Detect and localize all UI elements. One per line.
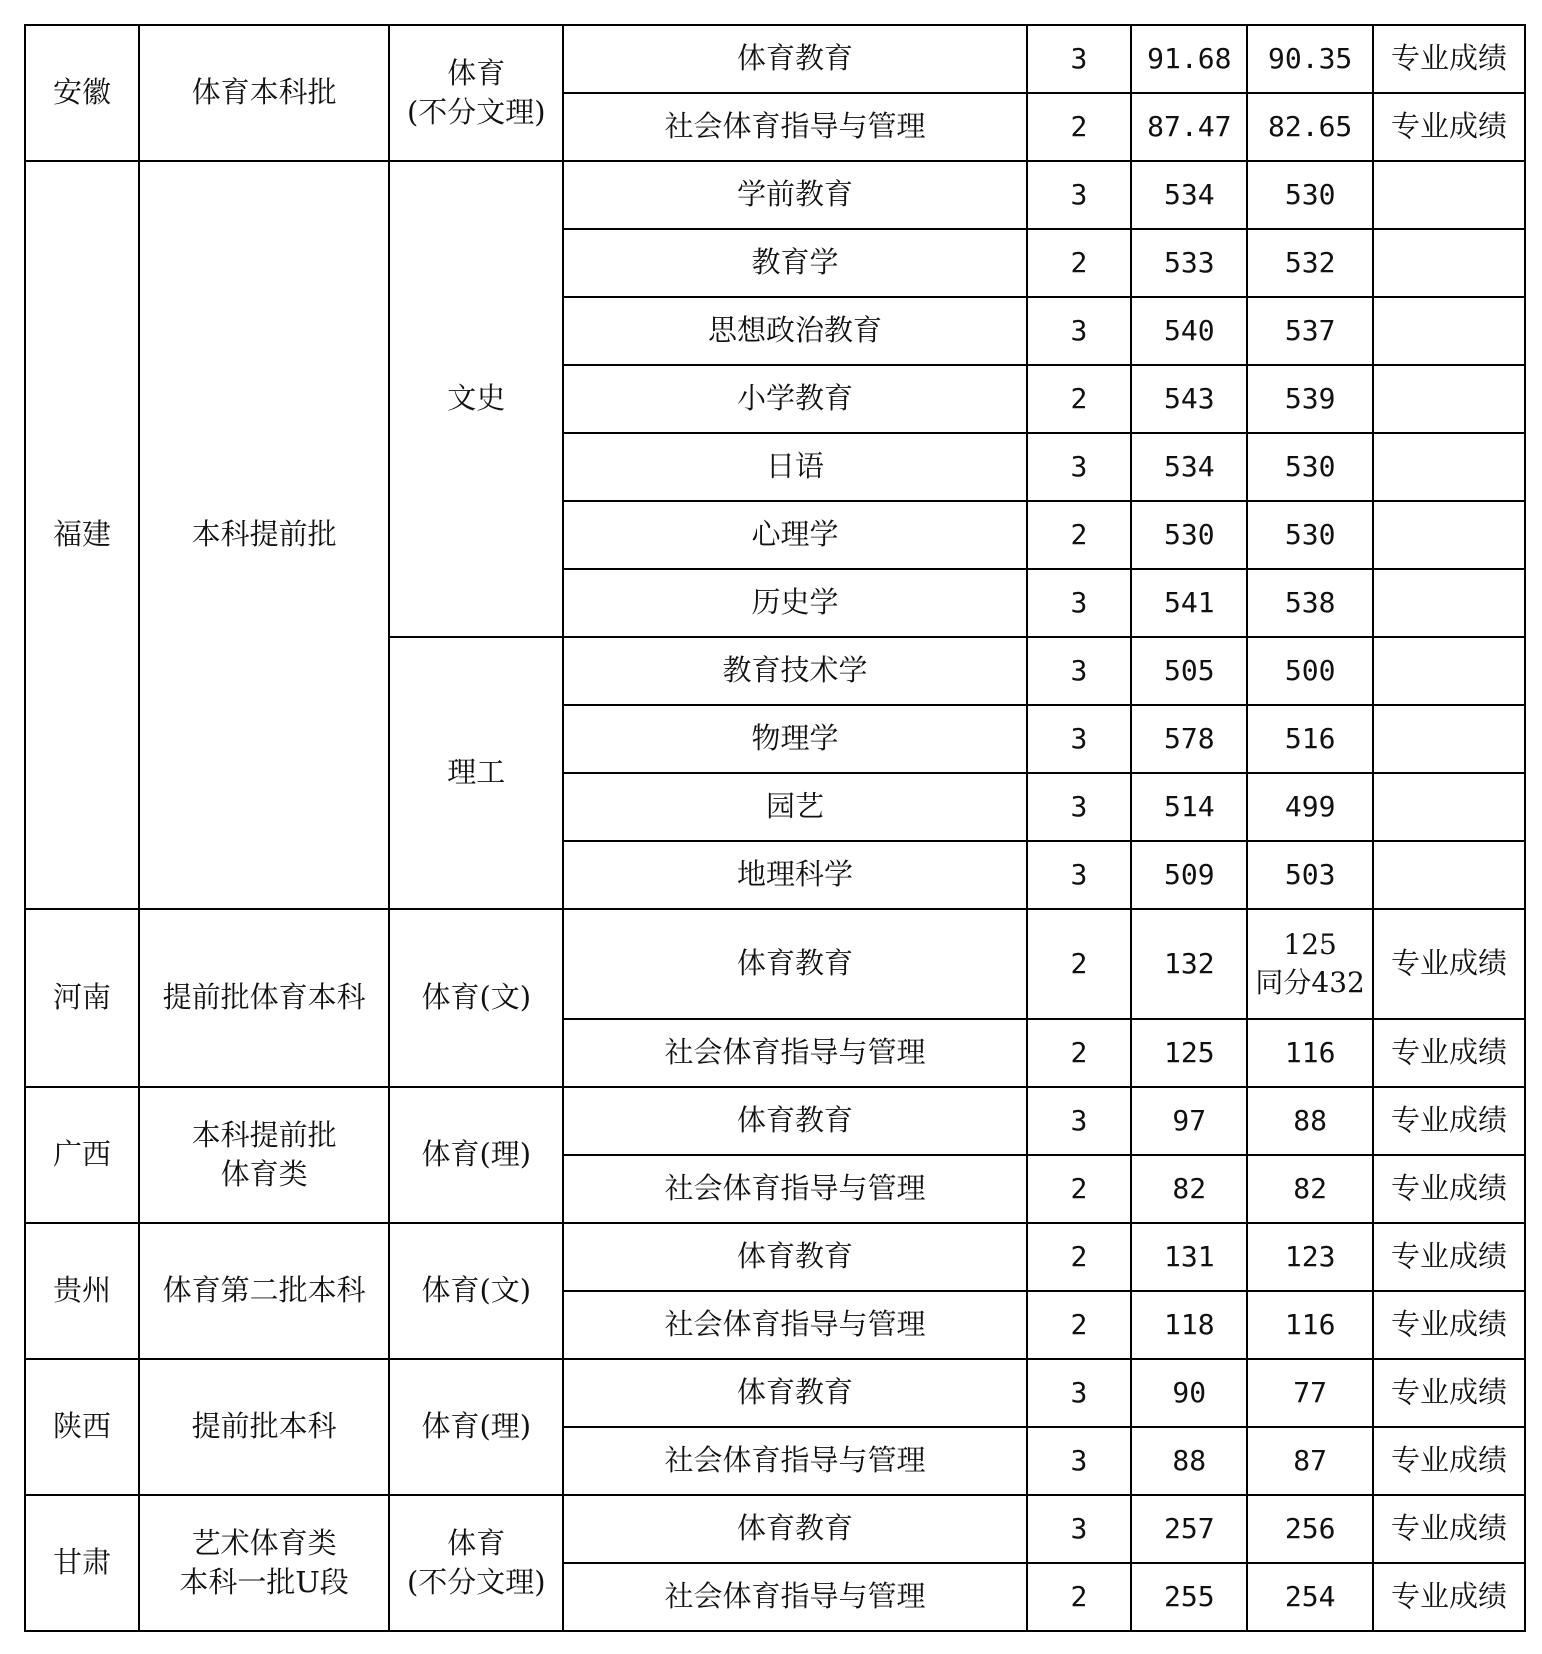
note-cell: 专业成绩	[1373, 93, 1525, 161]
major-cell: 学前教育	[563, 161, 1026, 229]
count-cell: 2	[1027, 1155, 1132, 1223]
max-score-cell: 82	[1131, 1155, 1247, 1223]
category-cell	[389, 25, 563, 161]
cell-line: 体育	[447, 1525, 506, 1560]
major-cell: 社会体育指导与管理	[563, 1019, 1026, 1087]
admission-score-table	[24, 24, 1526, 1632]
category-cell: 文史	[389, 161, 563, 637]
min-score-cell: 116	[1247, 1019, 1373, 1087]
table-row	[25, 1359, 1525, 1427]
count-cell: 2	[1027, 1223, 1132, 1291]
major-cell: 社会体育指导与管理	[563, 1427, 1026, 1495]
min-score-cell: 500	[1247, 637, 1373, 705]
batch-cell: 提前批本科	[139, 1359, 389, 1495]
category-cell: 理工	[389, 637, 563, 909]
note-cell	[1373, 229, 1525, 297]
min-score-cell: 516	[1247, 705, 1373, 773]
province-cell: 河南	[25, 909, 139, 1087]
major-cell: 思想政治教育	[563, 297, 1026, 365]
max-score-cell: 543	[1131, 365, 1247, 433]
count-cell: 3	[1027, 297, 1132, 365]
count-cell: 3	[1027, 1087, 1132, 1155]
min-score-cell: 530	[1247, 433, 1373, 501]
max-score-cell: 118	[1131, 1291, 1247, 1359]
category-cell: 体育(理)	[389, 1359, 563, 1495]
max-score-cell: 534	[1131, 161, 1247, 229]
category-cell: 体育(文)	[389, 909, 563, 1087]
note-cell	[1373, 433, 1525, 501]
note-cell: 专业成绩	[1373, 25, 1525, 93]
major-cell: 体育教育	[563, 1223, 1026, 1291]
cell-line: 体育	[447, 55, 506, 90]
province-cell: 贵州	[25, 1223, 139, 1359]
table-row	[25, 1087, 1525, 1155]
max-score-cell: 132	[1131, 909, 1247, 1019]
major-cell: 教育学	[563, 229, 1026, 297]
note-cell: 专业成绩	[1373, 1291, 1525, 1359]
major-cell: 体育教育	[563, 1087, 1026, 1155]
note-cell: 专业成绩	[1373, 909, 1525, 1019]
max-score-cell: 533	[1131, 229, 1247, 297]
min-score-cell: 532	[1247, 229, 1373, 297]
cell-line: 本科一批U段	[179, 1565, 349, 1599]
max-score-cell: 90	[1131, 1359, 1247, 1427]
batch-cell: 体育第二批本科	[139, 1223, 389, 1359]
min-score-cell: 530	[1247, 161, 1373, 229]
major-cell: 体育教育	[563, 1495, 1026, 1563]
count-cell: 3	[1027, 841, 1132, 909]
note-cell: 专业成绩	[1373, 1223, 1525, 1291]
max-score-cell: 97	[1131, 1087, 1247, 1155]
major-cell: 社会体育指导与管理	[563, 1563, 1026, 1631]
table-row	[25, 1223, 1525, 1291]
max-score-cell: 87.47	[1131, 93, 1247, 161]
province-cell: 广西	[25, 1087, 139, 1223]
major-cell: 社会体育指导与管理	[563, 1155, 1026, 1223]
note-cell	[1373, 705, 1525, 773]
count-cell: 2	[1027, 93, 1132, 161]
cell-line: 艺术体育类	[191, 1525, 337, 1560]
min-score-cell: 87	[1247, 1427, 1373, 1495]
major-cell: 体育教育	[563, 909, 1026, 1019]
min-score-cell: 77	[1247, 1359, 1373, 1427]
note-cell	[1373, 637, 1525, 705]
note-cell	[1373, 569, 1525, 637]
major-cell: 教育技术学	[563, 637, 1026, 705]
min-score-cell: 539	[1247, 365, 1373, 433]
category-cell	[389, 1495, 563, 1631]
major-cell: 日语	[563, 433, 1026, 501]
count-cell: 2	[1027, 501, 1132, 569]
count-cell: 3	[1027, 25, 1132, 93]
cell-line: 本科提前批	[191, 1117, 337, 1152]
max-score-cell: 534	[1131, 433, 1247, 501]
count-cell: 3	[1027, 1427, 1132, 1495]
province-cell: 安徽	[25, 25, 139, 161]
note-cell: 专业成绩	[1373, 1563, 1525, 1631]
major-cell: 地理科学	[563, 841, 1026, 909]
table-row	[25, 1495, 1525, 1563]
note-cell: 专业成绩	[1373, 1427, 1525, 1495]
count-cell: 3	[1027, 773, 1132, 841]
note-cell: 专业成绩	[1373, 1155, 1525, 1223]
note-cell	[1373, 501, 1525, 569]
province-cell: 甘肃	[25, 1495, 139, 1631]
cell-line: (不分文理)	[406, 95, 546, 129]
table-row	[25, 25, 1525, 93]
min-score-cell: 537	[1247, 297, 1373, 365]
count-cell: 2	[1027, 365, 1132, 433]
max-score-cell: 540	[1131, 297, 1247, 365]
max-score-cell: 91.68	[1131, 25, 1247, 93]
batch-cell: 提前批体育本科	[139, 909, 389, 1087]
major-cell: 物理学	[563, 705, 1026, 773]
major-cell: 园艺	[563, 773, 1026, 841]
province-cell: 福建	[25, 161, 139, 909]
cell-line: (不分文理)	[406, 1565, 546, 1599]
note-cell: 专业成绩	[1373, 1019, 1525, 1087]
note-cell	[1373, 365, 1525, 433]
batch-cell	[139, 1495, 389, 1631]
province-cell: 陕西	[25, 1359, 139, 1495]
min-score-cell	[1247, 909, 1373, 1019]
count-cell: 2	[1027, 1291, 1132, 1359]
max-score-cell: 125	[1131, 1019, 1247, 1087]
min-score-cell: 88	[1247, 1087, 1373, 1155]
major-cell: 社会体育指导与管理	[563, 93, 1026, 161]
min-score-cell: 256	[1247, 1495, 1373, 1563]
note-cell	[1373, 773, 1525, 841]
note-cell	[1373, 841, 1525, 909]
min-score-cell: 123	[1247, 1223, 1373, 1291]
table-row	[25, 161, 1525, 229]
max-score-cell: 505	[1131, 637, 1247, 705]
max-score-cell: 541	[1131, 569, 1247, 637]
max-score-cell: 257	[1131, 1495, 1247, 1563]
max-score-cell: 578	[1131, 705, 1247, 773]
count-cell: 2	[1027, 1563, 1132, 1631]
min-score-cell: 499	[1247, 773, 1373, 841]
note-cell	[1373, 297, 1525, 365]
note-cell	[1373, 161, 1525, 229]
count-cell: 3	[1027, 569, 1132, 637]
note-cell: 专业成绩	[1373, 1359, 1525, 1427]
count-cell: 2	[1027, 909, 1132, 1019]
count-cell: 2	[1027, 1019, 1132, 1087]
count-cell: 2	[1027, 229, 1132, 297]
min-score-cell: 538	[1247, 569, 1373, 637]
batch-cell: 本科提前批	[139, 161, 389, 909]
major-cell: 体育教育	[563, 1359, 1026, 1427]
category-cell: 体育(理)	[389, 1087, 563, 1223]
count-cell: 3	[1027, 637, 1132, 705]
cell-line: 体育类	[220, 1157, 308, 1191]
min-score-cell: 503	[1247, 841, 1373, 909]
max-score-cell: 255	[1131, 1563, 1247, 1631]
major-cell: 心理学	[563, 501, 1026, 569]
cell-line: 同分432	[1255, 966, 1365, 999]
note-cell: 专业成绩	[1373, 1495, 1525, 1563]
min-score-cell: 254	[1247, 1563, 1373, 1631]
min-score-cell: 530	[1247, 501, 1373, 569]
batch-cell: 体育本科批	[139, 25, 389, 161]
max-score-cell: 530	[1131, 501, 1247, 569]
batch-cell	[139, 1087, 389, 1223]
min-score-cell: 82.65	[1247, 93, 1373, 161]
min-score-cell: 90.35	[1247, 25, 1373, 93]
max-score-cell: 514	[1131, 773, 1247, 841]
major-cell: 历史学	[563, 569, 1026, 637]
count-cell: 3	[1027, 1495, 1132, 1563]
major-cell: 体育教育	[563, 25, 1026, 93]
count-cell: 3	[1027, 705, 1132, 773]
major-cell: 小学教育	[563, 365, 1026, 433]
category-cell: 体育(文)	[389, 1223, 563, 1359]
table-body	[25, 25, 1525, 1631]
min-score-cell: 116	[1247, 1291, 1373, 1359]
min-score-cell: 82	[1247, 1155, 1373, 1223]
count-cell: 3	[1027, 1359, 1132, 1427]
table-row	[25, 909, 1525, 1019]
max-score-cell: 131	[1131, 1223, 1247, 1291]
major-cell: 社会体育指导与管理	[563, 1291, 1026, 1359]
max-score-cell: 88	[1131, 1427, 1247, 1495]
count-cell: 3	[1027, 433, 1132, 501]
note-cell: 专业成绩	[1373, 1087, 1525, 1155]
count-cell: 3	[1027, 161, 1132, 229]
max-score-cell: 509	[1131, 841, 1247, 909]
cell-line: 125	[1283, 928, 1337, 962]
